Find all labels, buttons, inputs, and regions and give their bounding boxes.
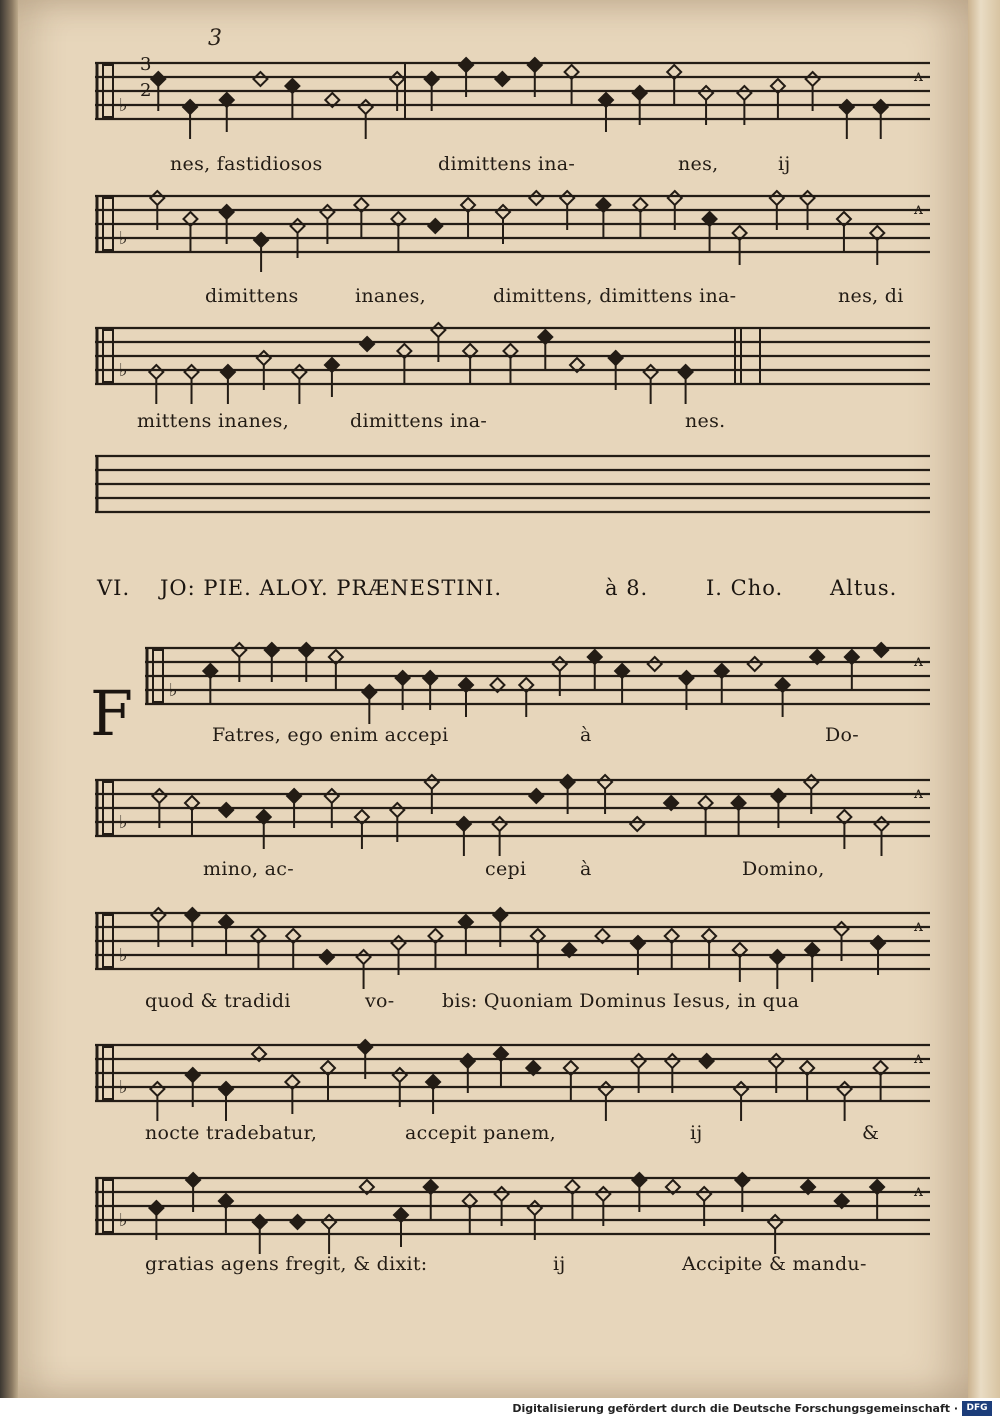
note-head (253, 1215, 267, 1229)
note-head (393, 1068, 407, 1082)
lyric-line-1a: nes, fastidiosos (170, 153, 323, 175)
note-head (806, 72, 820, 86)
note-head (431, 323, 445, 337)
note-head (495, 72, 509, 86)
page-number: 3 (208, 26, 222, 51)
note-head (425, 775, 439, 789)
staff-4-empty (95, 448, 930, 528)
lyric-line-8b: ij (553, 1253, 566, 1275)
note-head (529, 789, 543, 803)
note-head (221, 365, 235, 379)
flat-sign: ♭ (119, 228, 128, 249)
note-head (425, 72, 439, 86)
note-head (392, 936, 406, 950)
flat-sign: ♭ (119, 812, 128, 833)
custos-mark: ʌ (914, 916, 924, 935)
lyric-line-4b: à (580, 724, 592, 746)
note-head (292, 365, 306, 379)
lyric-line-1d: ij (778, 153, 791, 175)
note-head (495, 1187, 509, 1201)
note-head (632, 1173, 646, 1187)
drop-capital: F (90, 677, 134, 750)
note-head (748, 657, 762, 671)
flat-sign: ♭ (119, 95, 128, 116)
lyric-line-2a: dimittens (205, 285, 299, 307)
time-signature-bottom: 2 (140, 80, 152, 101)
book-gutter (0, 0, 20, 1398)
note-head (768, 1215, 782, 1229)
page-edge (968, 0, 1000, 1398)
note-head (874, 100, 888, 114)
lyric-line-7d: & (862, 1122, 880, 1144)
lyric-line-5c: à (580, 858, 592, 880)
note-head (632, 1054, 646, 1068)
note-head (644, 365, 658, 379)
note-head (232, 643, 246, 657)
custos-mark: ʌ (914, 651, 924, 670)
note-head (219, 803, 233, 817)
note-head (838, 1082, 852, 1096)
note-head (771, 789, 785, 803)
staff-3 (95, 320, 930, 400)
voice-count: à 8. (605, 576, 649, 600)
note-head (737, 86, 751, 100)
note-head (457, 817, 471, 831)
lyric-line-3a: mittens inanes, (137, 410, 290, 432)
note-head (220, 205, 234, 219)
note-head (528, 58, 542, 72)
custos-mark: ʌ (914, 199, 924, 218)
note-head (291, 219, 305, 233)
note-head (631, 936, 645, 950)
flat-sign: ♭ (119, 360, 128, 381)
custos-mark: ʌ (914, 1048, 924, 1067)
lyric-line-5b: cepi (485, 858, 527, 880)
note-head (633, 86, 647, 100)
lyric-line-6c: bis: Quoniam Dominus Iesus, in qua (442, 990, 800, 1012)
note-head (529, 191, 543, 205)
note-head (357, 950, 371, 964)
note-head (265, 643, 279, 657)
staff-6 (95, 772, 930, 852)
note-head (183, 100, 197, 114)
note-head (874, 643, 888, 657)
note-head (769, 1054, 783, 1068)
footer-credit: Digitalisierung gefördert durch die Deutsche Forschungsgemeinschaft · (512, 1402, 958, 1415)
note-head (599, 1082, 613, 1096)
note-head (253, 72, 267, 86)
note-head (598, 775, 612, 789)
note-head (700, 1054, 714, 1068)
note-head (320, 950, 334, 964)
lyric-line-3b: dimittens ina- (350, 410, 488, 432)
note-head (322, 1215, 336, 1229)
note-head (459, 58, 473, 72)
note-head (257, 351, 271, 365)
staff-2 (95, 188, 930, 268)
note-head (149, 365, 163, 379)
note-head (359, 100, 373, 114)
note-head (358, 1040, 372, 1054)
lyric-line-8c: Accipite & mandu- (682, 1253, 867, 1275)
flat-sign: ♭ (119, 1210, 128, 1231)
note-head (596, 1187, 610, 1201)
time-signature-top: 3 (140, 54, 152, 75)
staff-7 (95, 905, 930, 985)
note-head (871, 936, 885, 950)
lyric-line-7a: nocte tradebatur, (145, 1122, 318, 1144)
note-head (697, 1187, 711, 1201)
note-head (299, 643, 313, 657)
note-head (493, 908, 507, 922)
lyric-line-5d: Domino, (742, 858, 825, 880)
note-head (390, 72, 404, 86)
dfg-logo: DFG (962, 1401, 992, 1416)
note-head (423, 671, 437, 685)
custos-mark: ʌ (914, 1181, 924, 1200)
note-head (560, 191, 574, 205)
note-head (609, 351, 623, 365)
composer-name: JO: PIE. ALOY. PRÆNESTINI. (160, 576, 503, 600)
note-head (428, 219, 442, 233)
note-head (150, 1082, 164, 1096)
note-head (801, 191, 815, 205)
flat-sign: ♭ (119, 1077, 128, 1098)
note-head (461, 1054, 475, 1068)
lyric-line-4c: Do- (825, 724, 859, 746)
custos-mark: ʌ (914, 66, 924, 85)
note-head (219, 1082, 233, 1096)
note-head (152, 789, 166, 803)
section-number: VI. (97, 576, 131, 600)
staff-1 (95, 55, 930, 135)
custos-mark: ʌ (914, 783, 924, 802)
note-head (679, 671, 693, 685)
note-head (496, 205, 510, 219)
note-head (287, 789, 301, 803)
lyric-line-7b: accepit panem, (405, 1122, 556, 1144)
lyric-line-2b: inanes, (355, 285, 427, 307)
note-head (290, 1215, 304, 1229)
lyric-line-2d: nes, di (838, 285, 904, 307)
note-head (186, 1068, 200, 1082)
note-head (665, 1054, 679, 1068)
note-head (699, 86, 713, 100)
lyric-line-4a: Fatres, ego enim accepi (212, 724, 449, 746)
flat-sign: ♭ (119, 945, 128, 966)
note-head (668, 191, 682, 205)
note-head (396, 671, 410, 685)
flat-sign: ♭ (169, 680, 178, 701)
note-head (840, 100, 854, 114)
note-head (735, 1173, 749, 1187)
note-head (362, 685, 376, 699)
note-head (561, 775, 575, 789)
lyric-line-5a: mino, ac- (203, 858, 294, 880)
note-head (874, 817, 888, 831)
note-head (390, 803, 404, 817)
lyric-line-6b: vo- (365, 990, 395, 1012)
note-head (320, 205, 334, 219)
note-head (835, 922, 849, 936)
lyric-line-7c: ij (690, 1122, 703, 1144)
staff-8 (95, 1037, 930, 1117)
note-head (648, 657, 662, 671)
note-head (185, 908, 199, 922)
note-head (553, 657, 567, 671)
note-head (186, 1173, 200, 1187)
note-head (770, 950, 784, 964)
note-head (325, 789, 339, 803)
choir-label: I. Cho. (706, 576, 784, 600)
lyric-line-6a: quod & tradidi (145, 990, 291, 1012)
lyric-line-1b: dimittens ina- (438, 153, 576, 175)
lyric-line-2c: dimittens, dimittens ina- (493, 285, 737, 307)
digitization-footer (0, 1398, 1000, 1420)
note-head (630, 817, 644, 831)
note-head (254, 233, 268, 247)
lyric-line-8a: gratias agens fregit, & dixit: (145, 1253, 428, 1275)
lyric-line-1c: nes, (678, 153, 719, 175)
staff-5 (145, 640, 930, 720)
note-head (804, 775, 818, 789)
note-head (493, 817, 507, 831)
note-head (149, 1201, 163, 1215)
lyric-line-3c: nes. (685, 410, 726, 432)
note-head (734, 1082, 748, 1096)
note-head (360, 337, 374, 351)
note-head (150, 191, 164, 205)
note-head (770, 191, 784, 205)
note-head (151, 908, 165, 922)
note-head (528, 1201, 542, 1215)
note-head (151, 72, 165, 86)
note-head (185, 365, 199, 379)
note-head (679, 365, 693, 379)
part-label: Altus. (830, 576, 898, 600)
staff-9 (95, 1170, 930, 1250)
